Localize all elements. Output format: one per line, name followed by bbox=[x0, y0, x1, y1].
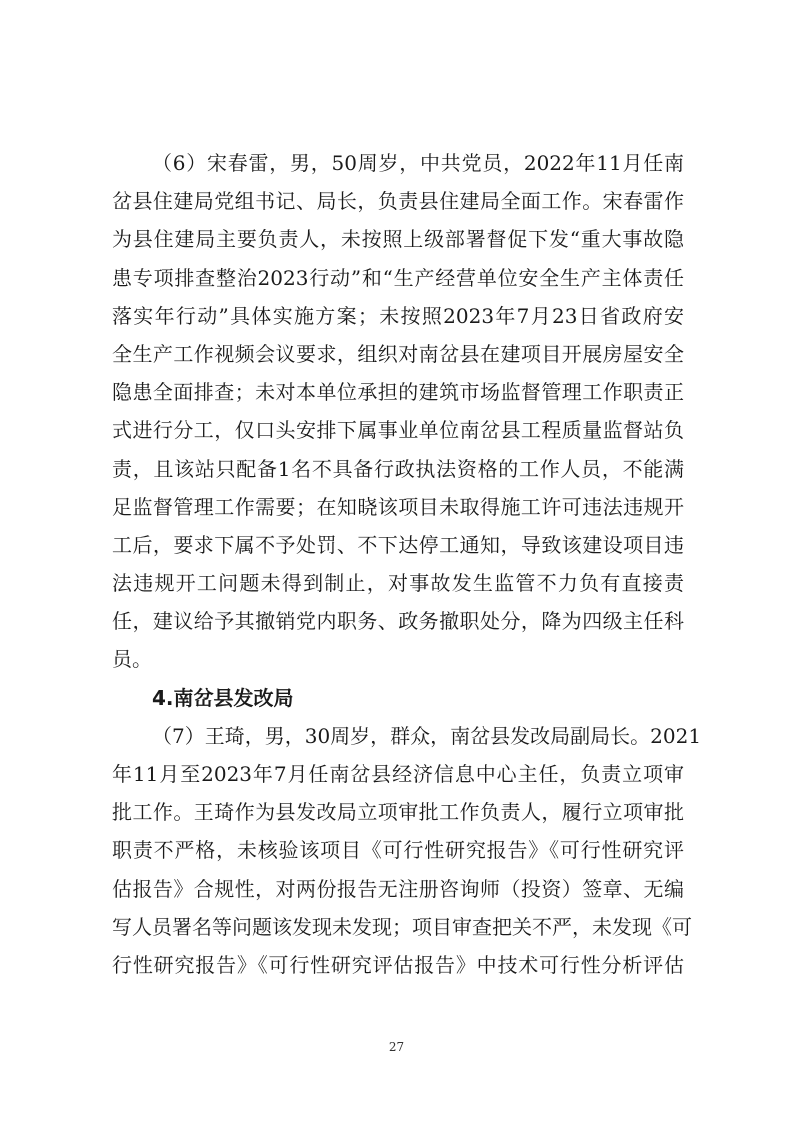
section-heading: 4.南岔县发改局 bbox=[152, 685, 294, 710]
text-line: 落实年行动”具体实施方案；未按照2023年7月23日省政府安 bbox=[112, 303, 684, 328]
text-line: 职责不严格，未核验该项目《可行性研究报告》《可行性研究评 bbox=[112, 838, 684, 863]
text-line: 足监督管理工作需要；在知晓该项目未取得施工许可违法违规开 bbox=[112, 494, 684, 519]
text-line: 员。 bbox=[112, 647, 152, 672]
text-line: 患专项排查整治2023行动”和“生产经营单位安全生产主体责任 bbox=[112, 265, 684, 290]
text-line: 隐患全面排查；未对本单位承担的建筑市场监督管理工作职责正 bbox=[112, 380, 684, 405]
text-line: 年11月至2023年7月任南岔县经济信息中心主任，负责立项审 bbox=[112, 762, 684, 786]
text-line: 估报告》合规性，对两份报告无注册咨询师（投资）签章、无编 bbox=[112, 876, 684, 901]
text-line: 任，建议给予其撤销党内职务、政务撤职处分，降为四级主任科 bbox=[112, 609, 684, 634]
document-body bbox=[112, 144, 702, 984]
text-line: 为县住建局主要负责人，未按照上级部署督促下发“重大事故隐 bbox=[112, 227, 684, 252]
text-line: 行性研究报告》《可行性研究评估报告》中技术可行性分析评估 bbox=[112, 952, 684, 977]
text-line: 式进行分工，仅口头安排下属事业单位南岔县工程质量监督站负 bbox=[112, 418, 684, 443]
text-line: 全生产工作视频会议要求，组织对南岔县在建项目开展房屋安全 bbox=[112, 341, 684, 366]
text-line: 责，且该站只配备1名不具备行政执法资格的工作人员，不能满 bbox=[112, 456, 684, 481]
text-line: （7）王琦，男，30周岁，群众，南岔县发改局副局长。2021 bbox=[152, 723, 702, 748]
text-line: 工后，要求下属不予处罚、不下达停工通知，导致该建设项目违 bbox=[112, 532, 684, 557]
paragraph-song-chunlei bbox=[112, 144, 684, 679]
paragraph-wang-qi bbox=[112, 717, 702, 984]
text-line: 批工作。王琦作为县发改局立项审批工作负责人，履行立项审批 bbox=[112, 800, 684, 825]
text-line: 写人员署名等问题该发现未发现；项目审查把关不严，未发现《可 bbox=[112, 914, 692, 939]
text-line: （6）宋春雷，男，50周岁，中共党员，2022年11月任南 bbox=[152, 151, 684, 175]
page-number: 27 bbox=[388, 1040, 405, 1054]
text-line: 法违规开工问题未得到制止，对事故发生监管不力负有直接责 bbox=[112, 571, 684, 596]
text-line: 岔县住建局党组书记、局长，负责县住建局全面工作。宋春雷作 bbox=[112, 189, 684, 214]
